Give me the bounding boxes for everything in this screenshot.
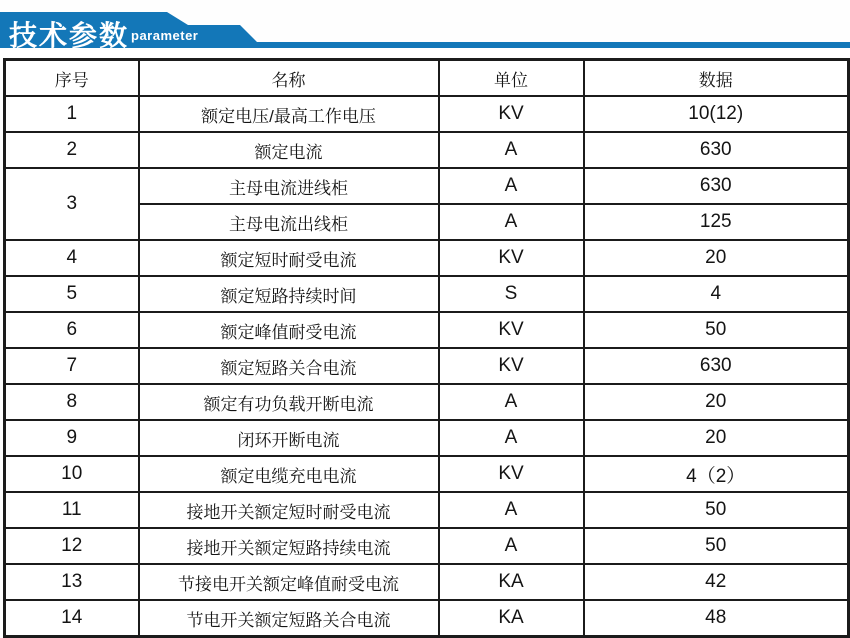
cell-unit: KV (439, 348, 584, 384)
cell-unit: A (439, 204, 584, 240)
table-row (5, 564, 849, 600)
cell-value: 20 (584, 420, 849, 456)
table-row (5, 168, 849, 204)
cell-no: 12 (5, 528, 139, 564)
cell-no: 2 (5, 132, 139, 168)
cell-no: 6 (5, 312, 139, 348)
cell-unit: S (439, 276, 584, 312)
cell-no: 1 (5, 96, 139, 132)
cell-name: 闭环开断电流 (139, 420, 439, 456)
table-row (5, 492, 849, 528)
cell-name: 额定短路关合电流 (139, 348, 439, 384)
cell-name: 额定有功负载开断电流 (139, 384, 439, 420)
table-row (5, 276, 849, 312)
cell-no: 4 (5, 240, 139, 276)
cell-name: 额定峰值耐受电流 (139, 312, 439, 348)
cell-value: 50 (584, 312, 849, 348)
cell-no: 8 (5, 384, 139, 420)
cell-name: 接地开关额定短路持续电流 (139, 528, 439, 564)
table-row (5, 420, 849, 456)
cell-no: 10 (5, 456, 139, 492)
cell-unit: A (439, 492, 584, 528)
table-row (5, 348, 849, 384)
table-row (5, 456, 849, 492)
cell-value: 4（2） (584, 456, 849, 492)
col-header-unit: 单位 (439, 60, 584, 97)
cell-value: 630 (584, 132, 849, 168)
cell-unit: A (439, 384, 584, 420)
cell-no: 5 (5, 276, 139, 312)
cell-unit: KA (439, 600, 584, 637)
cell-name: 接地开关额定短时耐受电流 (139, 492, 439, 528)
cell-value: 630 (584, 168, 849, 204)
parameters-table (3, 58, 850, 638)
cell-unit: A (439, 420, 584, 456)
cell-unit: A (439, 168, 584, 204)
cell-name: 额定电压/最高工作电压 (139, 96, 439, 132)
cell-value: 10(12) (584, 96, 849, 132)
cell-value: 48 (584, 600, 849, 637)
cell-name: 节电开关额定短路关合电流 (139, 600, 439, 637)
table-row (5, 312, 849, 348)
table-header-row (5, 60, 849, 97)
col-header-value: 数据 (584, 60, 849, 97)
cell-no-merged: 3 (5, 168, 139, 240)
cell-name: 额定电缆充电电流 (139, 456, 439, 492)
cell-no: 7 (5, 348, 139, 384)
cell-value: 50 (584, 492, 849, 528)
cell-unit: KV (439, 312, 584, 348)
cell-no: 13 (5, 564, 139, 600)
cell-unit: KV (439, 96, 584, 132)
cell-no: 11 (5, 492, 139, 528)
col-header-name: 名称 (139, 60, 439, 97)
cell-name: 主母电流出线柜 (139, 204, 439, 240)
cell-name: 节接电开关额定峰值耐受电流 (139, 564, 439, 600)
cell-name: 额定短时耐受电流 (139, 240, 439, 276)
col-header-no: 序号 (5, 60, 139, 97)
cell-unit: A (439, 132, 584, 168)
cell-unit: KA (439, 564, 584, 600)
cell-unit: KV (439, 240, 584, 276)
table-row (5, 96, 849, 132)
cell-unit: A (439, 528, 584, 564)
section-subtitle: parameter (131, 28, 199, 43)
table-row (5, 384, 849, 420)
cell-no: 14 (5, 600, 139, 637)
table-row (5, 240, 849, 276)
cell-name: 额定电流 (139, 132, 439, 168)
cell-value: 50 (584, 528, 849, 564)
table-row (5, 600, 849, 637)
cell-value: 125 (584, 204, 849, 240)
section-title: 技术参数 (9, 20, 130, 51)
cell-unit: KV (439, 456, 584, 492)
cell-value: 630 (584, 348, 849, 384)
cell-value: 4 (584, 276, 849, 312)
cell-name: 额定短路持续时间 (139, 276, 439, 312)
cell-value: 20 (584, 240, 849, 276)
section-banner (0, 0, 850, 55)
table-row (5, 528, 849, 564)
cell-value: 42 (584, 564, 849, 600)
cell-value: 20 (584, 384, 849, 420)
cell-no: 9 (5, 420, 139, 456)
table-row (5, 132, 849, 168)
cell-name: 主母电流进线柜 (139, 168, 439, 204)
